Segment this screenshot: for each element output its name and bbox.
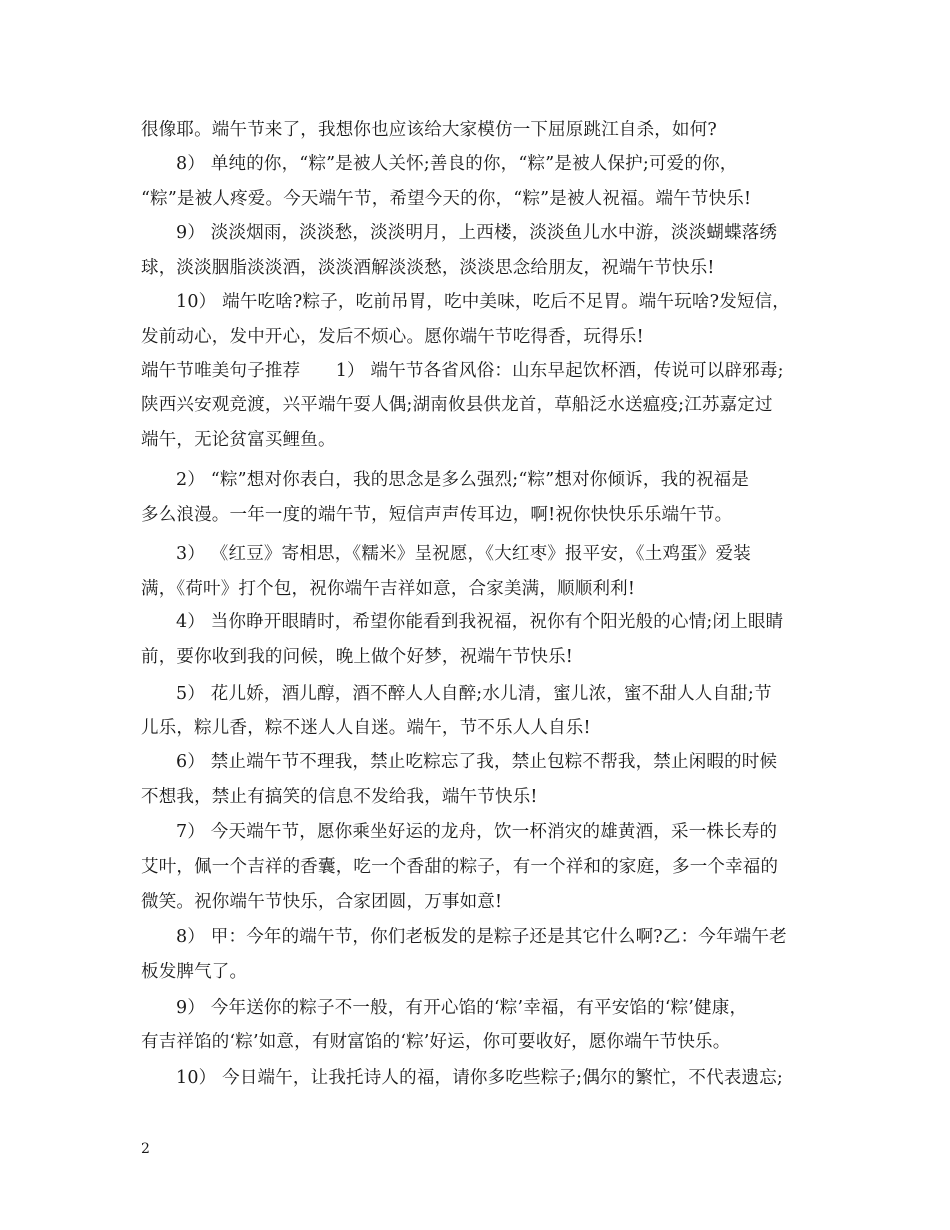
text-line: 有吉祥馅的‘粽’如意，有财富馅的‘粽’好运，你可要收好，愿你端午节快乐。: [141, 1032, 731, 1052]
text-line: 4） 当你睁开眼睛时，希望你能看到我祝福，祝你有个阳光般的心情;闭上眼睛: [176, 612, 784, 632]
text-line: 微笑。祝你端午节快乐，合家团圆，万事如意!: [141, 892, 503, 912]
text-line: 6） 禁止端午节不理我，禁止吃粽忘了我，禁止包粽不帮我，禁止闲暇的时候: [176, 752, 778, 772]
text-line: 3） 《红豆》寄相思，《糯米》呈祝愿，《大红枣》报平安，《土鸡蛋》爱装: [176, 544, 751, 564]
text-line: 艾叶，佩一个吉祥的香囊，吃一个香甜的粽子，有一个祥和的家庭，多一个幸福的: [141, 857, 779, 877]
text-line: 发前动心，发中开心，发后不烦心。愿你端午节吃得香，玩得乐!: [141, 327, 644, 347]
text-line: 不想我，禁止有搞笑的信息不发给我，端午节快乐!: [141, 787, 538, 807]
text-line: 8） 单纯的你，“粽”是被人关怀;善良的你，“粽”是被人保护;可爱的你，: [176, 154, 738, 174]
section-heading-line: 端午节唯美句子推荐 1） 端午节各省风俗：山东早起饮杯酒，传说可以辟邪毒;: [141, 361, 784, 381]
text-line: 儿乐，粽儿香，粽不迷人人自迷。端午，节不乐人人自乐!: [141, 718, 591, 738]
text-line: 多么浪漫。一年一度的端午节，短信声声传耳边，啊!祝你快快乐乐端午节。: [141, 505, 733, 525]
text-line: 8） 甲：今年的端午节，你们老板发的是粽子还是其它什么啊?乙：今年端午老: [176, 927, 787, 947]
text-line: 前，要你收到我的问候，晚上做个好梦，祝端午节快乐!: [141, 647, 574, 667]
text-line: 5） 花儿娇，酒儿醇，酒不醉人人自醉;水儿清，蜜儿浓，蜜不甜人人自甜;节: [176, 684, 772, 704]
text-line: 9） 今年送你的粽子不一般，有开心馅的‘粽’幸福，有平安馅的‘粽’健康，: [176, 998, 748, 1018]
text-line: 10） 端午吃啥?粽子，吃前吊胃，吃中美味，吃后不足胃。端午玩啥?发短信，: [176, 292, 790, 312]
text-line: 满，《荷叶》打个包，祝你端午吉祥如意，合家美满，顺顺利利!: [141, 579, 636, 599]
text-line: 陕西兴安观竞渡，兴平端午耍人偶;湖南攸县供龙首，草船泛水送瘟疫;江苏嘉定过: [141, 395, 773, 415]
text-line: 很像耶。端午节来了，我想你也应该给大家模仿一下屈原跳江自杀，如何?: [141, 120, 717, 140]
page-number: 2: [141, 1141, 150, 1157]
text-line: “粽”是被人疼爱。今天端午节，希望今天的你，“粽”是被人祝福。端午节快乐!: [141, 189, 752, 209]
text-line: 7） 今天端午节，愿你乘坐好运的龙舟，饮一杯消灾的雄黄酒，采一株长寿的: [176, 822, 778, 842]
text-line: 10） 今日端午，让我托诗人的福，请你多吃些粽子;偶尔的繁忙，不代表遗忘;: [176, 1068, 784, 1088]
text-line: 球，淡淡胭脂淡淡酒，淡淡酒解淡淡愁，淡淡思念给朋友，祝端午节快乐!: [141, 258, 715, 278]
text-line: 端午，无论贫富买鲤鱼。: [141, 430, 336, 450]
text-line: 9） 淡淡烟雨，淡淡愁，淡淡明月，上西楼，淡淡鱼儿水中游，淡淡蝴蝶落绣: [176, 223, 778, 243]
text-line: 2） “粽”想对你表白，我的思念是多么强烈;“粽”想对你倾诉，我的祝福是: [176, 470, 750, 490]
text-line: 板发脾气了。: [141, 962, 248, 982]
